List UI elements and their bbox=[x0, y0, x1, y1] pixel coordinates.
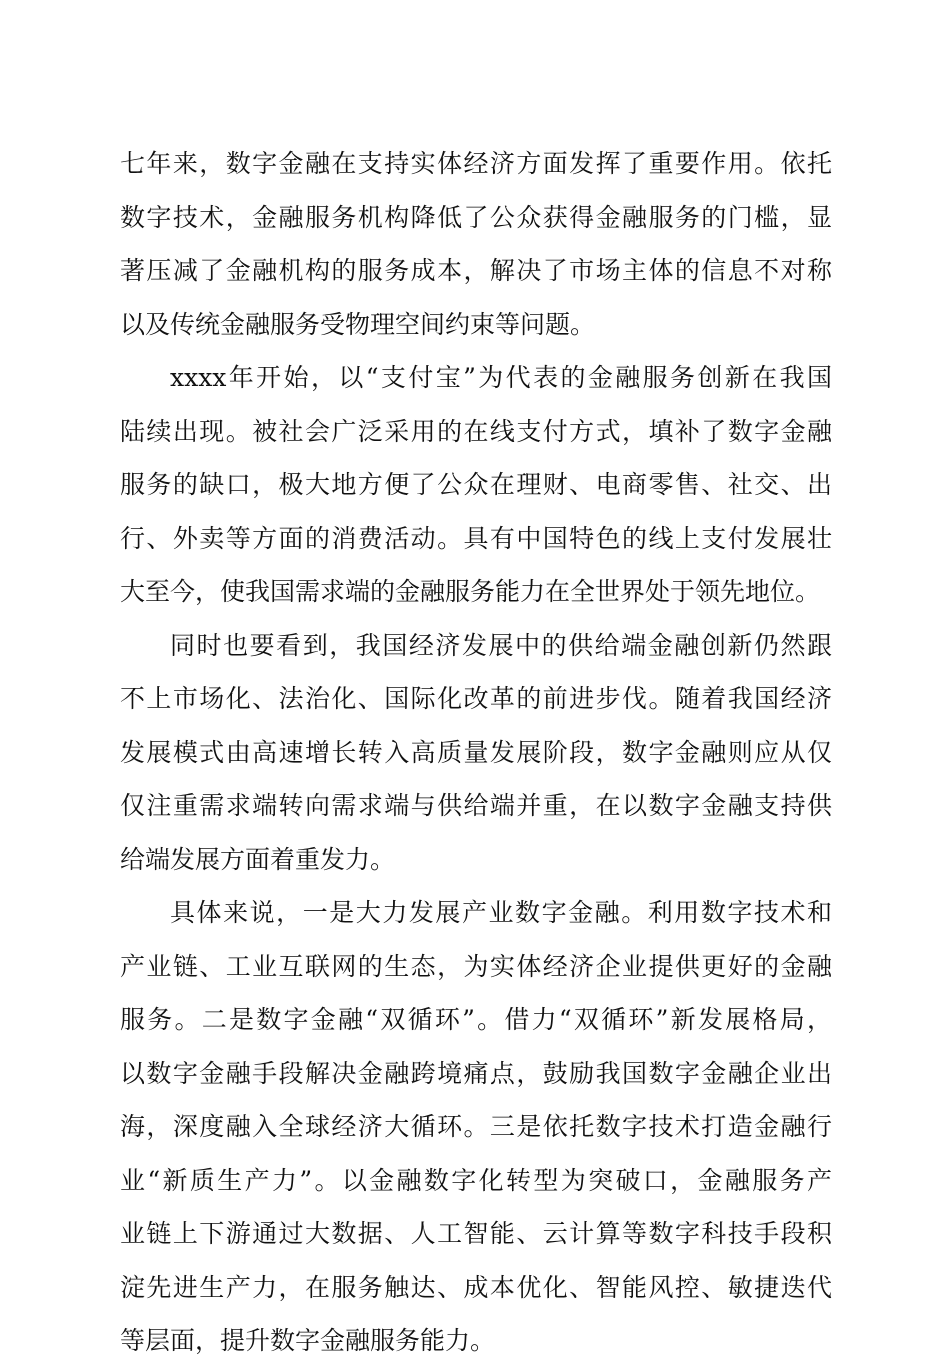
paragraph-line: 等层面，提升数字金融服务能力。 bbox=[120, 1326, 496, 1355]
paragraph-line: 仅注重需求端转向需求端与供给端并重，在以数字金融支持供 bbox=[120, 791, 832, 820]
paragraph-line: xxxx年开始，以“支付宝”为代表的金融服务创新在我国 bbox=[170, 363, 832, 392]
paragraph-line: 大至今，使我国需求端的金融服务能力在全世界处于领先地位。 bbox=[120, 577, 821, 606]
paragraph-line: 以及传统金融服务受物理空间约束等问题。 bbox=[120, 309, 596, 339]
paragraph-line: 同时也要看到，我国经济发展中的供给端金融创新仍然跟 bbox=[170, 630, 832, 660]
paragraph-line: 淀先进生产力，在服务触达、成本优化、智能风控、敏捷迭代 bbox=[120, 1272, 832, 1302]
paragraph-1 bbox=[120, 137, 832, 351]
paragraph-3 bbox=[120, 619, 832, 887]
paragraph-line: 具体来说，一是大力发展产业数字金融。利用数字技术和 bbox=[170, 898, 832, 927]
paragraph-line: 七年来，数字金融在支持实体经济方面发挥了重要作用。依托 bbox=[120, 149, 832, 178]
paragraph-line: 以数字金融手段解决金融跨境痛点，鼓励我国数字金融企业出 bbox=[120, 1058, 832, 1088]
document-body bbox=[120, 137, 832, 1368]
paragraph-line: 不上市场化、法治化、国际化改革的前进步伐。随着我国经济 bbox=[120, 684, 832, 713]
paragraph-line: 给端发展方面着重发力。 bbox=[120, 844, 396, 874]
paragraph-line: 海，深度融入全球经济大循环。三是依托数字技术打造金融行 bbox=[120, 1112, 832, 1141]
paragraph-2 bbox=[120, 351, 832, 619]
paragraph-line: 业“新质生产力”。以金融数字化转型为突破口，金融服务产 bbox=[120, 1165, 832, 1195]
paragraph-line: 产业链、工业互联网的生态，为实体经济企业提供更好的金融 bbox=[120, 951, 832, 981]
paragraph-line: 业链上下游通过大数据、人工智能、云计算等数字科技手段积 bbox=[120, 1219, 832, 1248]
paragraph-line: 著压减了金融机构的服务成本，解决了市场主体的信息不对称 bbox=[120, 256, 832, 285]
paragraph-line: 陆续出现。被社会广泛采用的在线支付方式，填补了数字金融 bbox=[120, 416, 832, 446]
paragraph-line: 服务。二是数字金融“双循环”。借力“双循环”新发展格局， bbox=[120, 1005, 832, 1034]
paragraph-4 bbox=[120, 886, 832, 1368]
paragraph-line: 发展模式由高速增长转入高质量发展阶段，数字金融则应从仅 bbox=[120, 737, 832, 767]
paragraph-line: 行、外卖等方面的消费活动。具有中国特色的线上支付发展壮 bbox=[120, 523, 832, 553]
paragraph-line: 数字技术，金融服务机构降低了公众获得金融服务的门槛，显 bbox=[120, 202, 832, 232]
paragraph-line: 服务的缺口，极大地方便了公众在理财、电商零售、社交、出 bbox=[120, 470, 832, 499]
